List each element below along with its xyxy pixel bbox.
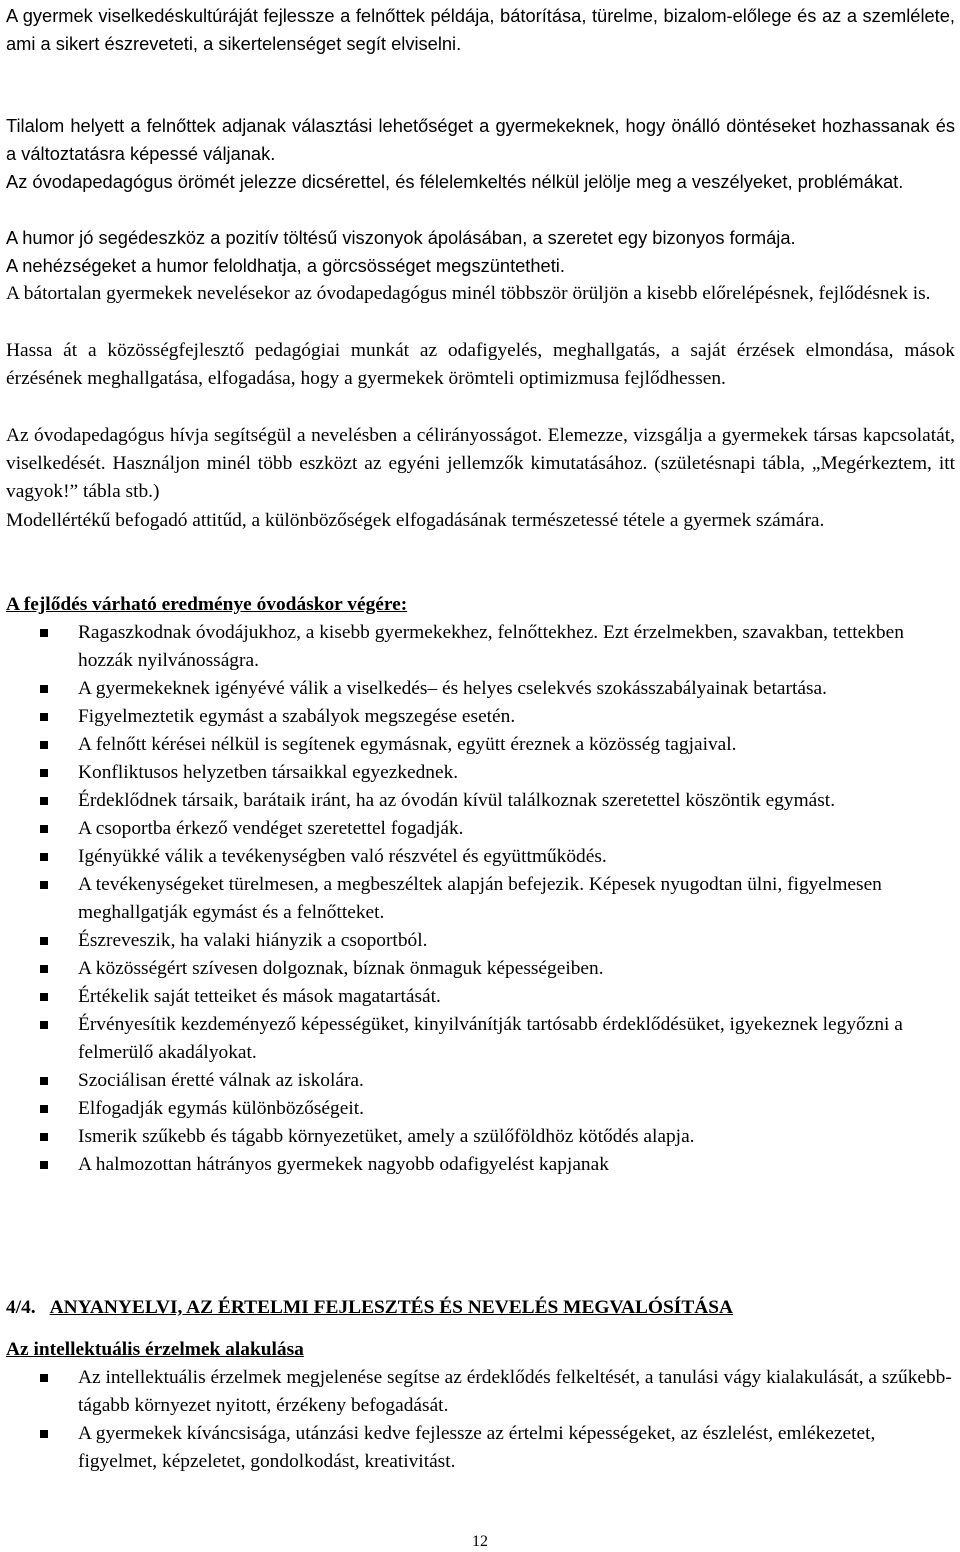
bullet-square-icon [40, 853, 48, 861]
list-item: Figyelmeztetik egymást a szabályok megszegése esetén. [0, 703, 955, 731]
list-item: A felnőtt kérései nélkül is segítenek egymásnak, együtt éreznek a közösség tagjaival. [0, 731, 955, 759]
paragraph-nehezsegek: A nehézségeket a humor feloldhatja, a görcsösséget megszüntetheti. [6, 255, 565, 276]
bullet-square-icon [40, 1077, 48, 1085]
bullet-square-icon [40, 713, 48, 721]
list-item: Értékelik saját tetteiket és mások magatartását. [0, 983, 955, 1011]
list-item: Ismerik szűkebb és tágabb környezetüket, amely a szülőföldhöz kötődés alapja. [0, 1123, 955, 1151]
paragraph-celiranyossag: Az óvodapedagógus hívja segítségül a nevelésben a célirányosságot. Elemezze, vizsgálja a gyermekek társas kapcsolatát, viselkedését. Használjon minél több eszközt az egyéni jellemzők kimutatásához. (születésnapi tábla, „Megérkeztem, itt vagyok!” tábla stb.) [6, 425, 955, 502]
list-item: A közösségért szívesen dolgoznak, bíznak önmaguk képességeiben. [0, 955, 955, 983]
expected-results-list [0, 619, 955, 1179]
list-item: Elfogadják egymás különbözőségeit. [0, 1095, 955, 1123]
section-heading-anyanyelvi [6, 1294, 733, 1322]
intellectual-emotions-list [0, 1364, 955, 1476]
section-number: 4/4. [6, 1297, 36, 1318]
list-item: Az intellektuális érzelmek megjelenése segítse az érdeklődés felkeltését, a tanulási vágy kialakulását, a szűkebb-tágabb környezet nyitott, érzékeny befogadását. [0, 1364, 955, 1420]
bullet-square-icon [40, 685, 48, 693]
bullet-square-icon [40, 937, 48, 945]
paragraph-kozossegfejleszto: Hassa át a közösségfejlesztő pedagógiai munkát az odafigyelés, meghallgatás, a saját érzések elmondása, mások érzésének meghallgatása, elfogadása, hogy a gyermekek örömteli optimizmusa fejlődhessen. [6, 340, 955, 389]
list-item: Szociálisan éretté válnak az iskolára. [0, 1067, 955, 1095]
bullet-square-icon [40, 1374, 48, 1382]
bullet-square-icon [40, 1105, 48, 1113]
paragraph-humor: A humor jó segédeszköz a pozitív töltésű viszonyok ápolásában, a szeretet egy bizonyos formája. [6, 227, 796, 248]
paragraph-batortalan: A bátortalan gyermekek nevelésekor az óvodapedagógus minél többször örüljön a kisebb előrelépésnek, fejlődésnek is. [6, 283, 931, 304]
bullet-square-icon [40, 965, 48, 973]
list-item: Igényükké válik a tevékenységben való részvétel és együttműködés. [0, 843, 955, 871]
bullet-square-icon [40, 741, 48, 749]
bullet-square-icon [40, 1133, 48, 1141]
subheading-intellektualis: Az intellektuális érzelmek alakulása [6, 1339, 304, 1360]
bullet-square-icon [40, 1021, 48, 1029]
list-item: A gyermekeknek igényévé válik a viselkedés– és helyes cselekvés szokásszabályainak betartása. [0, 675, 955, 703]
paragraph-viselkedeskultura: A gyermek viselkedéskultúráját fejlessze a felnőttek példája, bátorítása, türelme, bizalom-előlege és az a szemlélete, ami a sikert észreveteti, a sikertelenséget segít elviselni. [6, 5, 955, 54]
list-item: Érdeklődnek társaik, barátaik iránt, ha az óvodán kívül találkoznak szeretettel köszöntik egymást. [0, 787, 955, 815]
paragraph-oromet-jelezze: Az óvodapedagógus örömét jelezze dicsérettel, és félelemkeltés nélkül jelölje meg a veszélyeket, problémákat. [6, 171, 904, 192]
list-item: A tevékenységeket türelmesen, a megbeszéltek alapján befejezik. Képesek nyugodtan ülni, figyelmesen meghallgatják egymást és a felnőtteket. [0, 871, 955, 927]
list-item: Ragaszkodnak óvodájukhoz, a kisebb gyermekekhez, felnőttekhez. Ezt érzelmekben, szavakban, tettekben hozzák nyilvánosságra. [0, 619, 955, 675]
bullet-square-icon [40, 881, 48, 889]
bullet-square-icon [40, 825, 48, 833]
list-item: Konfliktusos helyzetben társaikkal egyezkednek. [0, 759, 955, 787]
list-item: A csoportba érkező vendéget szeretettel fogadják. [0, 815, 955, 843]
bullet-square-icon [40, 769, 48, 777]
list-item: A halmozottan hátrányos gyermekek nagyobb odafigyelést kapjanak [0, 1151, 955, 1179]
bullet-square-icon [40, 993, 48, 1001]
page-number: 12 [472, 1533, 488, 1550]
paragraph-tilalom: Tilalom helyett a felnőttek adjanak választási lehetőséget a gyermekeknek, hogy önálló döntéseket hozhassanak és a változtatásra képessé váljanak. [6, 115, 955, 164]
section-heading-fejlodes: A fejlődés várható eredménye óvodáskor végére: [6, 594, 408, 615]
bullet-square-icon [40, 1430, 48, 1438]
paragraph-modellerteku: Modellértékű befogadó attitűd, a különbözőségek elfogadásának természetessé tétele a gyermek számára. [6, 510, 825, 531]
list-item: A gyermekek kíváncsisága, utánzási kedve fejlessze az értelmi képességeket, az észlelést, emlékezetet, figyelmet, képzeletet, gondolkodást, kreativitást. [0, 1420, 955, 1476]
list-item: Érvényesítik kezdeményező képességüket, kinyilvánítják tartósabb érdeklődésüket, igyekeznek legyőzni a felmerülő akadályokat. [0, 1011, 955, 1067]
list-item: Észreveszik, ha valaki hiányzik a csoportból. [0, 927, 955, 955]
bullet-square-icon [40, 629, 48, 637]
bullet-square-icon [40, 1161, 48, 1169]
bullet-square-icon [40, 797, 48, 805]
section-title: ANYANYELVI, AZ ÉRTELMI FEJLESZTÉS ÉS NEVELÉS MEGVALÓSÍTÁSA [49, 1297, 734, 1318]
